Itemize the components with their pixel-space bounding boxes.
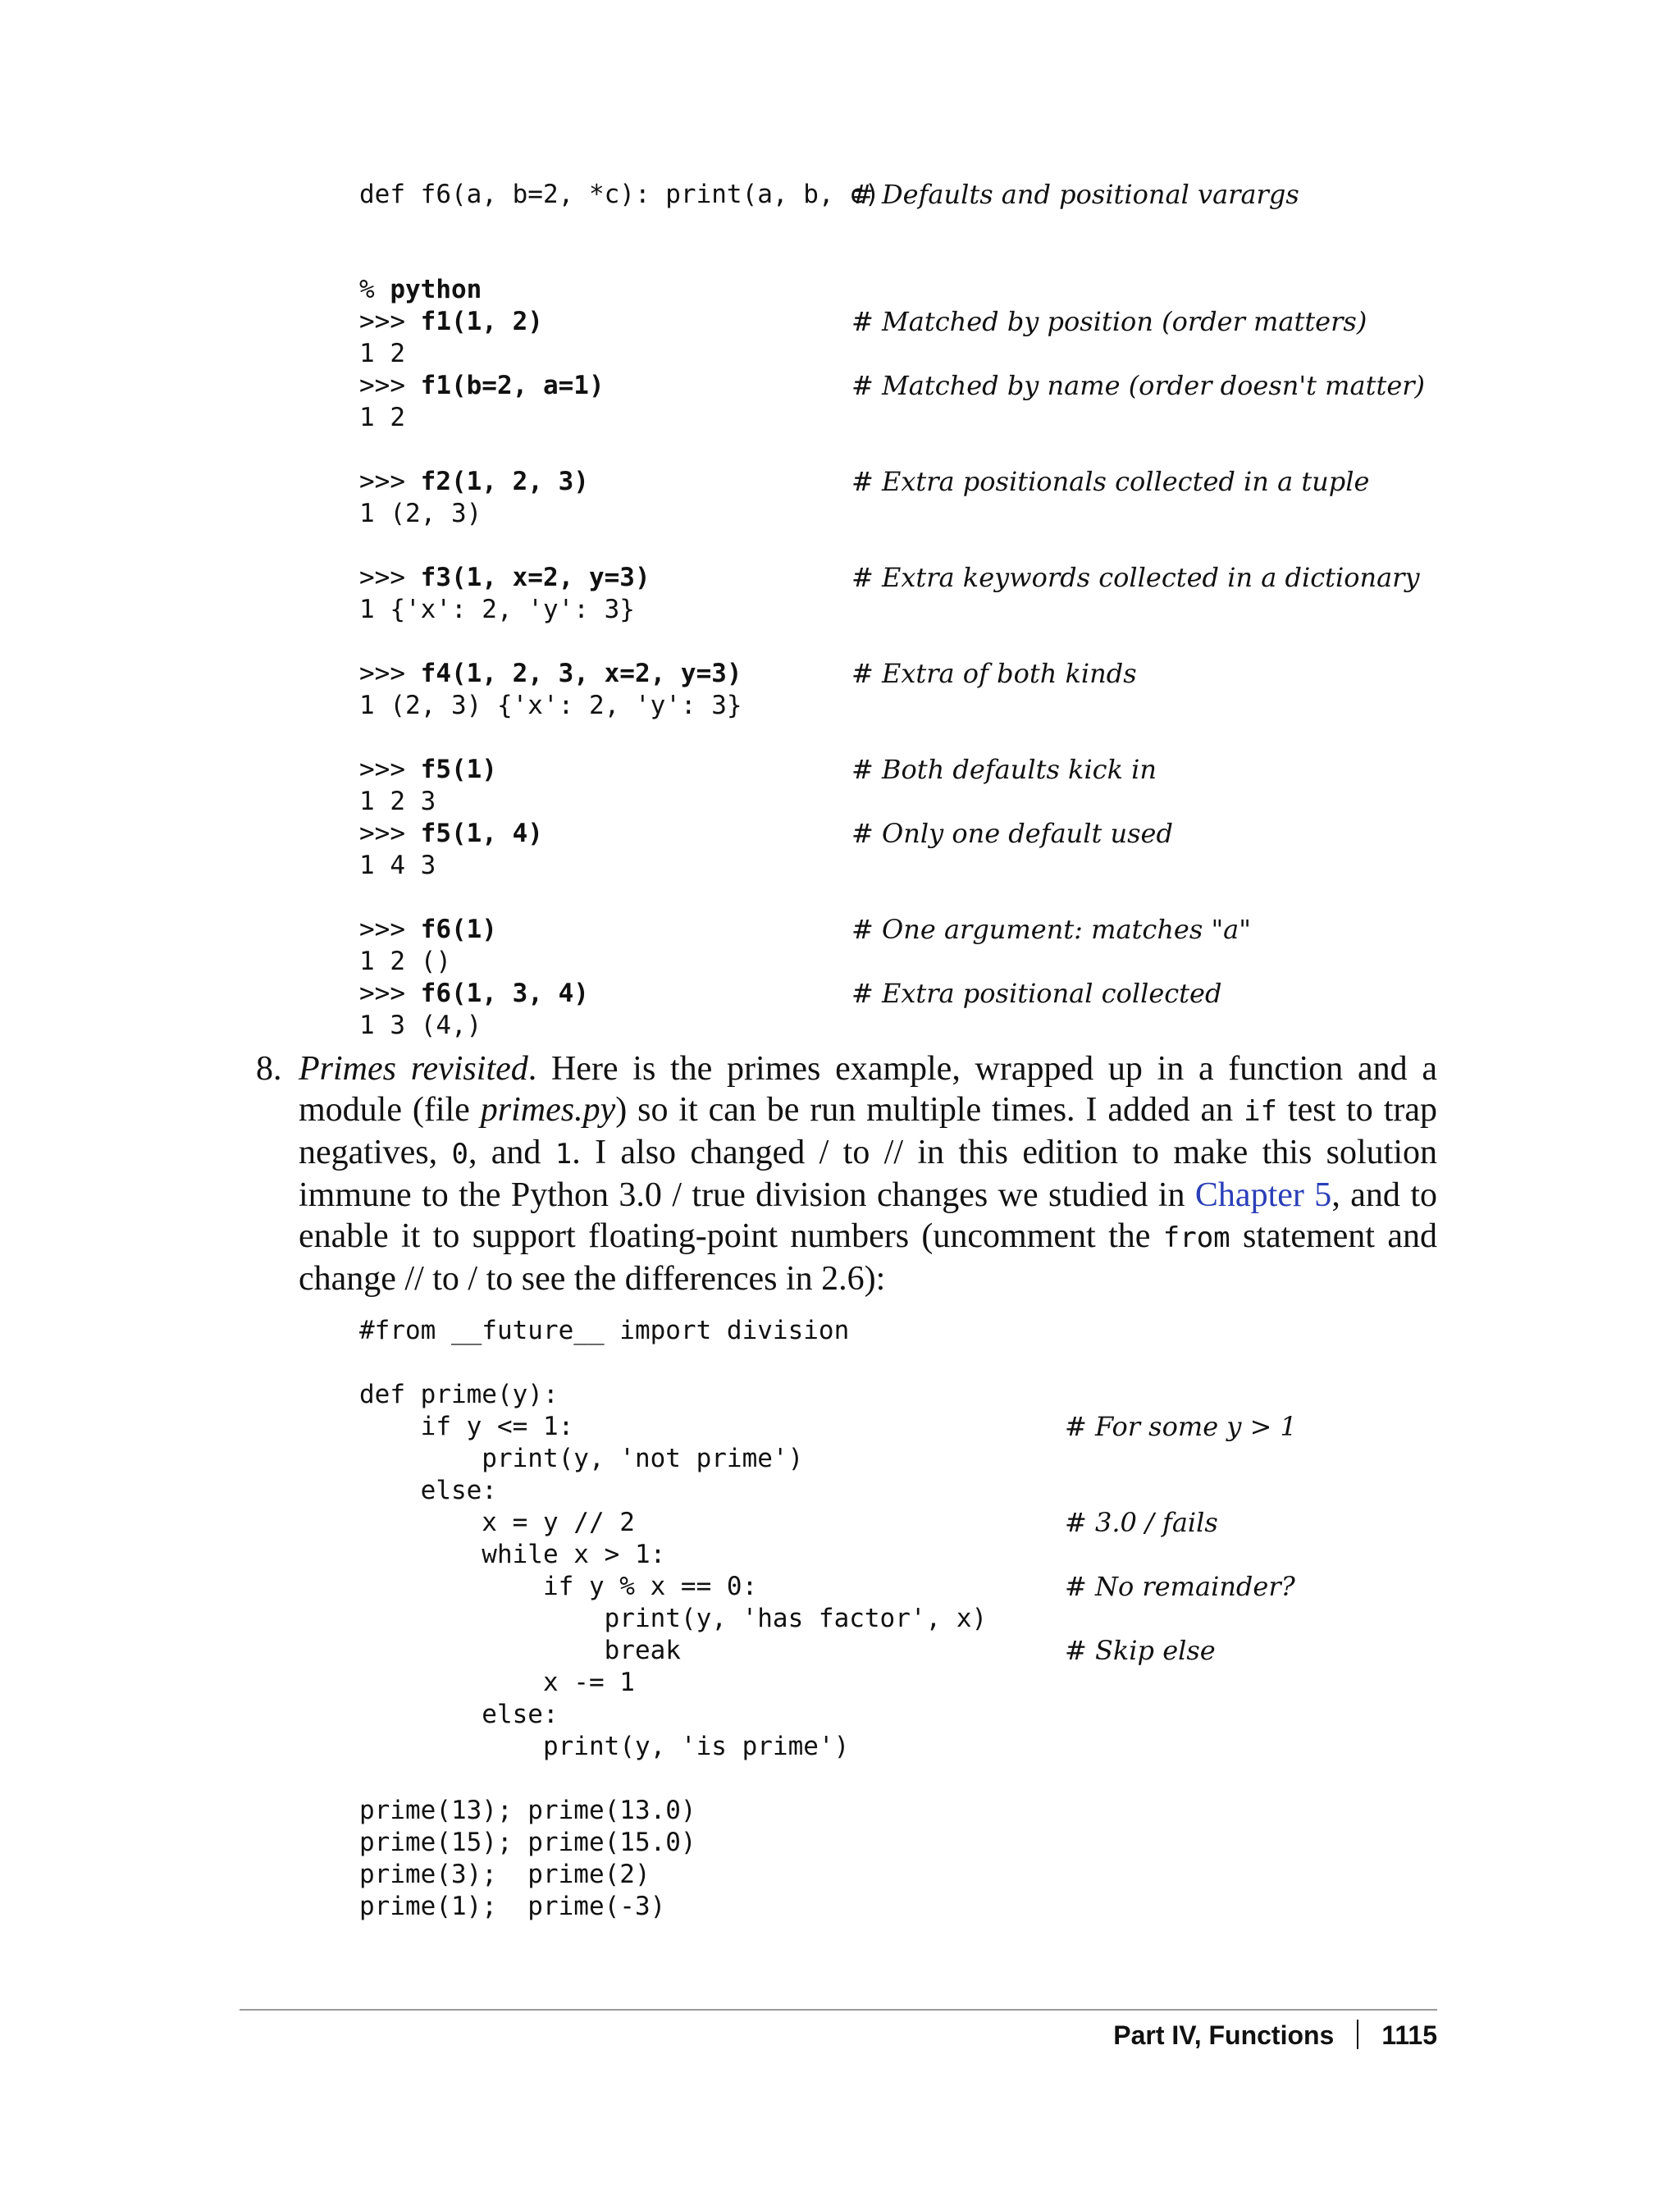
paragraph-text: ) so it can be run multiple times. I added an [615,1091,1244,1129]
code-text: else: [359,1700,559,1729]
footer-rule [240,2009,1437,2011]
code-comment: # For some y > 1 [1065,1411,1297,1442]
page-footer [1113,2020,1437,2051]
code-prompt: >>> [359,467,421,496]
item-title: Primes revisited [299,1050,528,1088]
code-prompt: 1 3 (4,) [359,1011,482,1040]
code-text [359,594,635,626]
paragraph-text: , and to enable it to support floating-point numbers (uncomment the [299,1176,1437,1255]
code-text [359,466,589,498]
chapter-5-link[interactable]: Chapter 5 [1194,1176,1332,1214]
code-prompt: >>> [359,371,421,400]
code-text [359,946,451,978]
code-text [359,658,742,690]
code-comment: # Extra of both kinds [851,658,1137,689]
code-prompt: 1 4 3 [359,851,436,880]
code-prompt: 1 (2, 3) {'x': 2, 'y': 3} [359,691,742,720]
inline-code-if: if [1244,1095,1278,1128]
code-text [359,562,651,594]
code-input: f5(1, 4) [420,819,543,848]
code-comment: # Only one default used [851,818,1173,849]
code-comment: # Extra keywords collected in a dictionary [851,562,1420,593]
code-text: print(y, 'is prime') [359,1732,850,1761]
code-text [359,786,436,818]
code-text [359,498,482,530]
code-text [359,338,405,370]
code-prompt: >>> [359,659,421,688]
code-text: #from __future__ import division [359,1316,850,1345]
code-text: def prime(y): [359,1380,559,1409]
code-comment: # Extra positionals collected in a tuple [851,466,1370,497]
code-prompt: 1 2 [359,403,405,432]
code-input: f6(1, 3, 4) [420,979,589,1008]
code-prompt: % [359,275,390,304]
code-text [359,306,543,338]
code-prompt: >>> [359,307,421,336]
code-text [359,690,742,722]
code-text [359,978,589,1010]
code-input: f3(1, x=2, y=3) [420,563,651,592]
code-text: prime(1); prime(-3) [359,1892,666,1921]
code-prompt: 1 2 [359,339,405,368]
paragraph-text: test to trap negatives, [299,1091,1437,1171]
code-input: f5(1) [420,755,497,784]
code-comment: # Matched by name (order doesn't matter) [851,370,1426,401]
item-number: 8. [256,1050,282,1088]
code-text: x -= 1 [359,1668,635,1697]
code-text: def f6(a, b=2, *c): print(a, b, c) [359,180,880,209]
page-number: 1115 [1381,2020,1437,2050]
code-comment: # Extra positional collected [851,978,1222,1009]
code-prompt: >>> [359,979,421,1008]
code-text: if y <= 1: [359,1412,574,1441]
code-comment: # Matched by position (order matters) [851,306,1367,337]
code-input: f1(1, 2) [420,307,543,336]
paragraph-text: statement and change // to / to see the differences in 2.6): [299,1217,1437,1298]
code-prompt: >>> [359,563,421,592]
code-text: x = y // 2 [359,1508,635,1537]
code-prompt: >>> [359,915,421,944]
code-text: print(y, 'has factor', x) [359,1604,988,1633]
code-comment: # One argument: matches "a" [851,914,1251,945]
inline-code-from: from [1162,1221,1230,1254]
code-input: f2(1, 2, 3) [420,467,589,496]
code-text: if y % x == 0: [359,1572,758,1601]
code-comment: # Both defaults kick in [851,754,1157,785]
def-f6-block [359,179,1299,211]
code-text [359,402,405,434]
paragraph-text: , and [468,1134,555,1171]
code-text [359,850,436,882]
inline-code-one: 1 [555,1138,573,1171]
code-comment: # Skip else [1065,1635,1216,1666]
code-text [359,1010,482,1042]
code-text: while x > 1: [359,1540,666,1569]
code-comment: # 3.0 / fails [1065,1507,1218,1538]
footer-section: Part IV, Functions [1113,2020,1335,2050]
inline-code-zero: 0 [451,1138,468,1171]
code-text: prime(13); prime(13.0) [359,1796,696,1825]
code-text [359,754,497,786]
code-prompt: >>> [359,819,421,848]
code-comment: # No remainder? [1065,1571,1295,1602]
code-prompt: 1 2 3 [359,787,436,816]
code-prompt: 1 {'x': 2, 'y': 3} [359,595,635,624]
footer-separator [1357,2020,1358,2049]
code-input: f1(b=2, a=1) [420,371,605,400]
code-prompt: 1 (2, 3) [359,499,482,528]
code-comment: # Defaults and positional varargs [851,179,1299,210]
code-prompt: >>> [359,755,421,784]
code-text: else: [359,1476,497,1505]
code-text [359,370,605,402]
file-name: primes.py [480,1091,616,1129]
code-text [359,818,543,850]
code-input: f4(1, 2, 3, x=2, y=3) [420,659,742,688]
code-text: print(y, 'not prime') [359,1444,804,1473]
code-line [359,179,1299,211]
paragraph-text: . Here is the primes example, wrapped up in a function and a module (file [299,1050,1437,1129]
paragraph-text: . I also changed / to // in this edition to make this solution immune to the Python 3.0 / true division changes we studied in [299,1134,1437,1214]
code-prompt: 1 2 () [359,947,451,976]
code-text [359,914,497,946]
item-paragraph [299,1048,1437,1299]
code-text [359,274,482,306]
code-text: prime(3); prime(2) [359,1860,651,1889]
code-text: break [359,1636,681,1665]
code-input: python [390,275,482,304]
code-input: f6(1) [420,915,497,944]
code-text: prime(15); prime(15.0) [359,1828,696,1857]
